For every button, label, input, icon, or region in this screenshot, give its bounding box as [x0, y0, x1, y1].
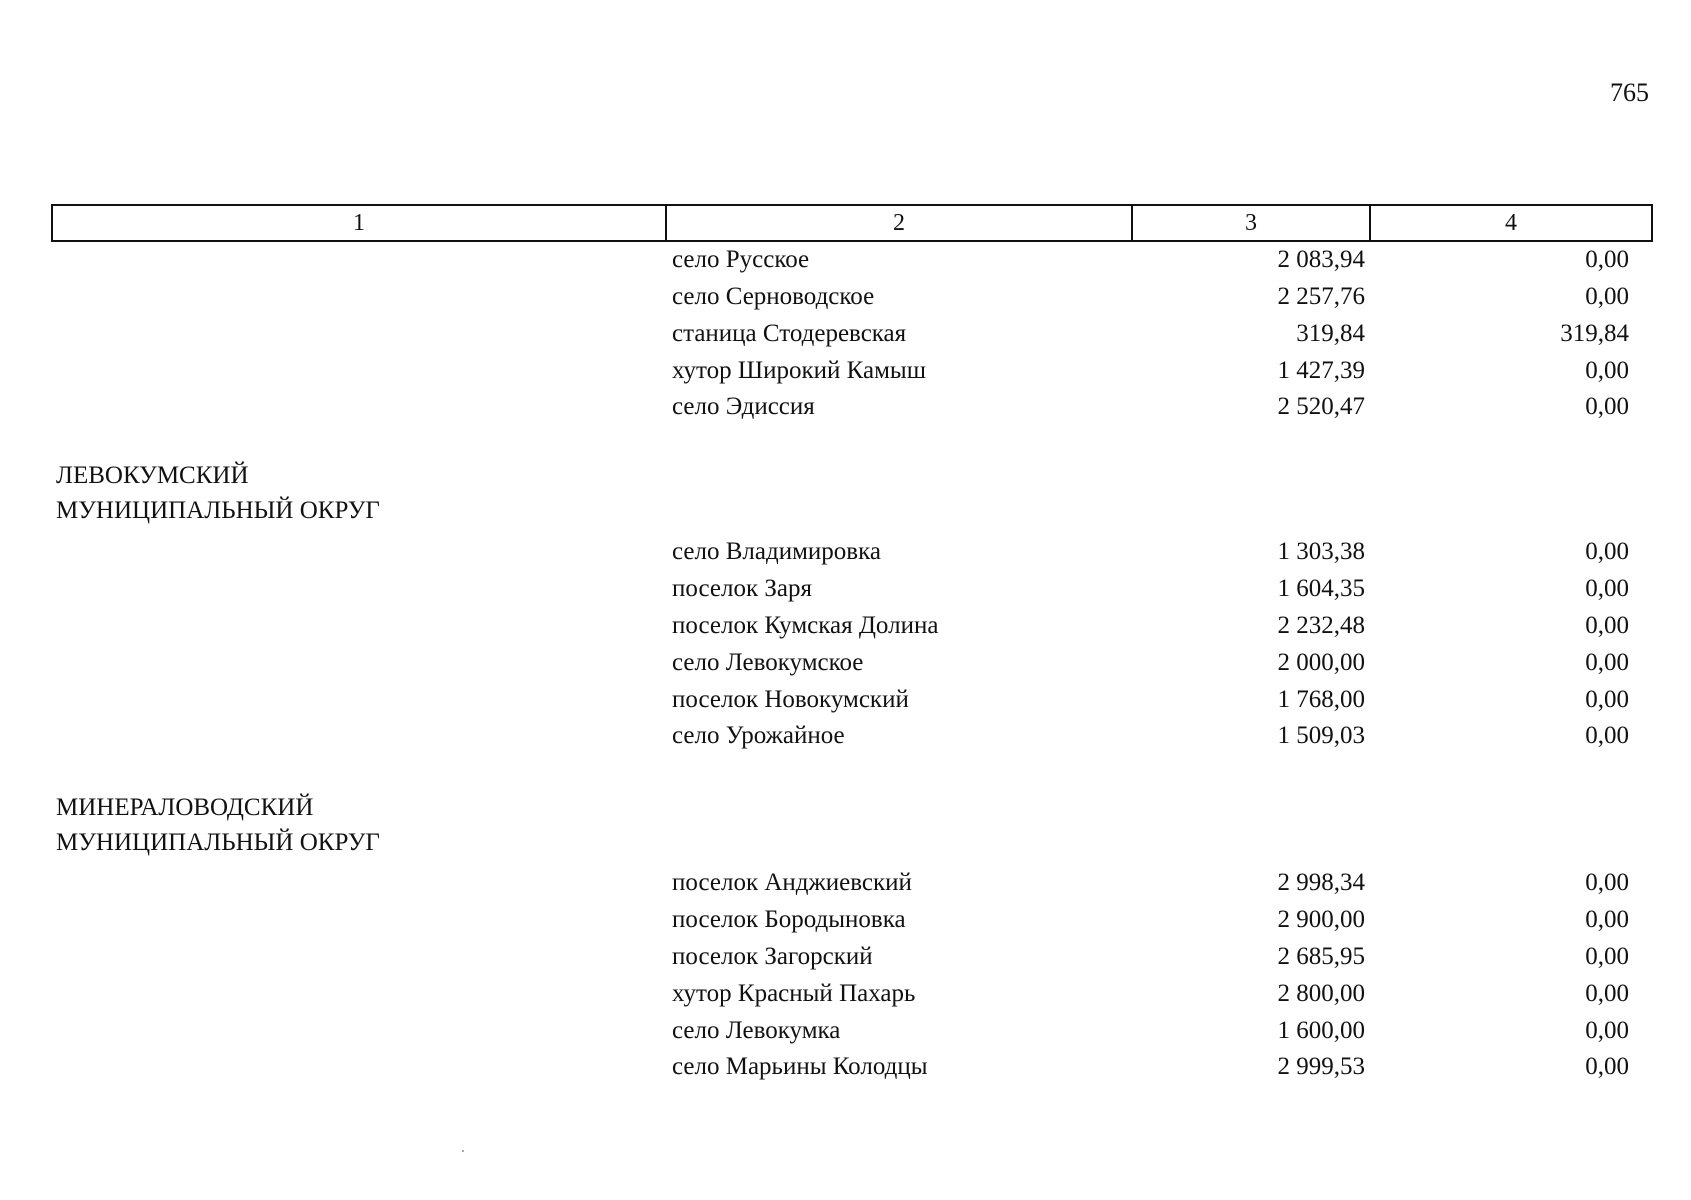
table-row — [0, 317, 1691, 351]
value-col4: 0,00 — [1585, 722, 1629, 749]
value-col4: 0,00 — [1585, 538, 1629, 565]
column-header-2: 2 — [666, 205, 1132, 241]
value-col3: 2 000,00 — [1277, 649, 1365, 676]
value-col4: 0,00 — [1585, 575, 1629, 602]
settlement-name: поселок Заря — [672, 575, 812, 602]
table-row — [0, 609, 1691, 643]
settlement-name: село Марьины Колодцы — [672, 1053, 928, 1080]
value-col3: 2 998,34 — [1277, 869, 1365, 896]
table-row — [0, 535, 1691, 569]
column-header-3: 3 — [1132, 205, 1370, 241]
value-col3: 2 083,94 — [1277, 246, 1365, 273]
table-row — [0, 354, 1691, 388]
table-row — [0, 1014, 1691, 1048]
table-row — [0, 390, 1691, 424]
value-col4: 0,00 — [1585, 283, 1629, 310]
table-row — [0, 280, 1691, 314]
value-col4: 0,00 — [1585, 612, 1629, 639]
value-col3: 1 427,39 — [1277, 357, 1365, 384]
page-number: 765 — [1610, 78, 1649, 107]
settlement-name: село Владимировка — [672, 538, 881, 565]
district-title-line: МУНИЦИПАЛЬНЫЙ ОКРУГ — [56, 829, 380, 856]
value-col3: 2 257,76 — [1277, 283, 1365, 310]
table-row — [0, 572, 1691, 606]
column-header-4: 4 — [1370, 205, 1652, 241]
value-col3: 1 303,38 — [1277, 538, 1365, 565]
value-col4: 0,00 — [1585, 943, 1629, 970]
column-header-row — [52, 205, 1652, 241]
scan-speck — [462, 1150, 464, 1152]
district-title-line: МИНЕРАЛОВОДСКИЙ — [56, 794, 314, 821]
table-row — [0, 719, 1691, 753]
value-col3: 2 685,95 — [1277, 943, 1365, 970]
table-row — [0, 977, 1691, 1011]
value-col4: 0,00 — [1585, 393, 1629, 420]
settlement-name: поселок Бородыновка — [672, 906, 906, 933]
value-col3: 2 900,00 — [1277, 906, 1365, 933]
value-col4: 319,84 — [1560, 320, 1629, 347]
table-row — [0, 1050, 1691, 1084]
value-col3: 1 604,35 — [1277, 575, 1365, 602]
value-col4: 0,00 — [1585, 686, 1629, 713]
value-col4: 0,00 — [1585, 357, 1629, 384]
table-row — [0, 683, 1691, 717]
district-title-line: МУНИЦИПАЛЬНЫЙ ОКРУГ — [56, 497, 380, 524]
settlement-name: поселок Новокумский — [672, 686, 909, 713]
settlement-name: село Урожайное — [672, 722, 845, 749]
settlement-name: хутор Широкий Камыш — [672, 357, 926, 384]
district-title — [56, 790, 380, 860]
value-col4: 0,00 — [1585, 906, 1629, 933]
value-col4: 0,00 — [1585, 1017, 1629, 1044]
value-col4: 0,00 — [1585, 869, 1629, 896]
value-col3: 2 800,00 — [1277, 980, 1365, 1007]
table-row — [0, 940, 1691, 974]
settlement-name: село Серноводское — [672, 283, 875, 310]
table-row — [0, 646, 1691, 680]
settlement-name: поселок Анджиевский — [672, 869, 912, 896]
settlement-name: хутор Красный Пахарь — [672, 980, 916, 1007]
table-row — [0, 866, 1691, 900]
value-col3: 2 520,47 — [1277, 393, 1365, 420]
value-col4: 0,00 — [1585, 980, 1629, 1007]
value-col3: 1 768,00 — [1277, 686, 1365, 713]
column-header-table — [51, 204, 1653, 242]
value-col3: 1 509,03 — [1277, 722, 1365, 749]
district-title — [56, 458, 380, 528]
settlement-name: поселок Загорский — [672, 943, 873, 970]
settlement-name: село Левокумское — [672, 649, 864, 676]
table-row — [0, 243, 1691, 277]
table-row — [0, 903, 1691, 937]
value-col3: 319,84 — [1296, 320, 1365, 347]
settlement-name: село Русское — [672, 246, 810, 273]
settlement-name: станица Стодеревская — [672, 320, 907, 347]
column-header-1: 1 — [52, 205, 666, 241]
value-col3: 2 999,53 — [1277, 1053, 1365, 1080]
district-title-line: ЛЕВОКУМСКИЙ — [56, 462, 249, 489]
value-col4: 0,00 — [1585, 1053, 1629, 1080]
value-col4: 0,00 — [1585, 649, 1629, 676]
value-col4: 0,00 — [1585, 246, 1629, 273]
settlement-name: село Эдиссия — [672, 393, 815, 420]
settlement-name: поселок Кумская Долина — [672, 612, 939, 639]
value-col3: 2 232,48 — [1277, 612, 1365, 639]
value-col3: 1 600,00 — [1277, 1017, 1365, 1044]
settlement-name: село Левокумка — [672, 1017, 841, 1044]
